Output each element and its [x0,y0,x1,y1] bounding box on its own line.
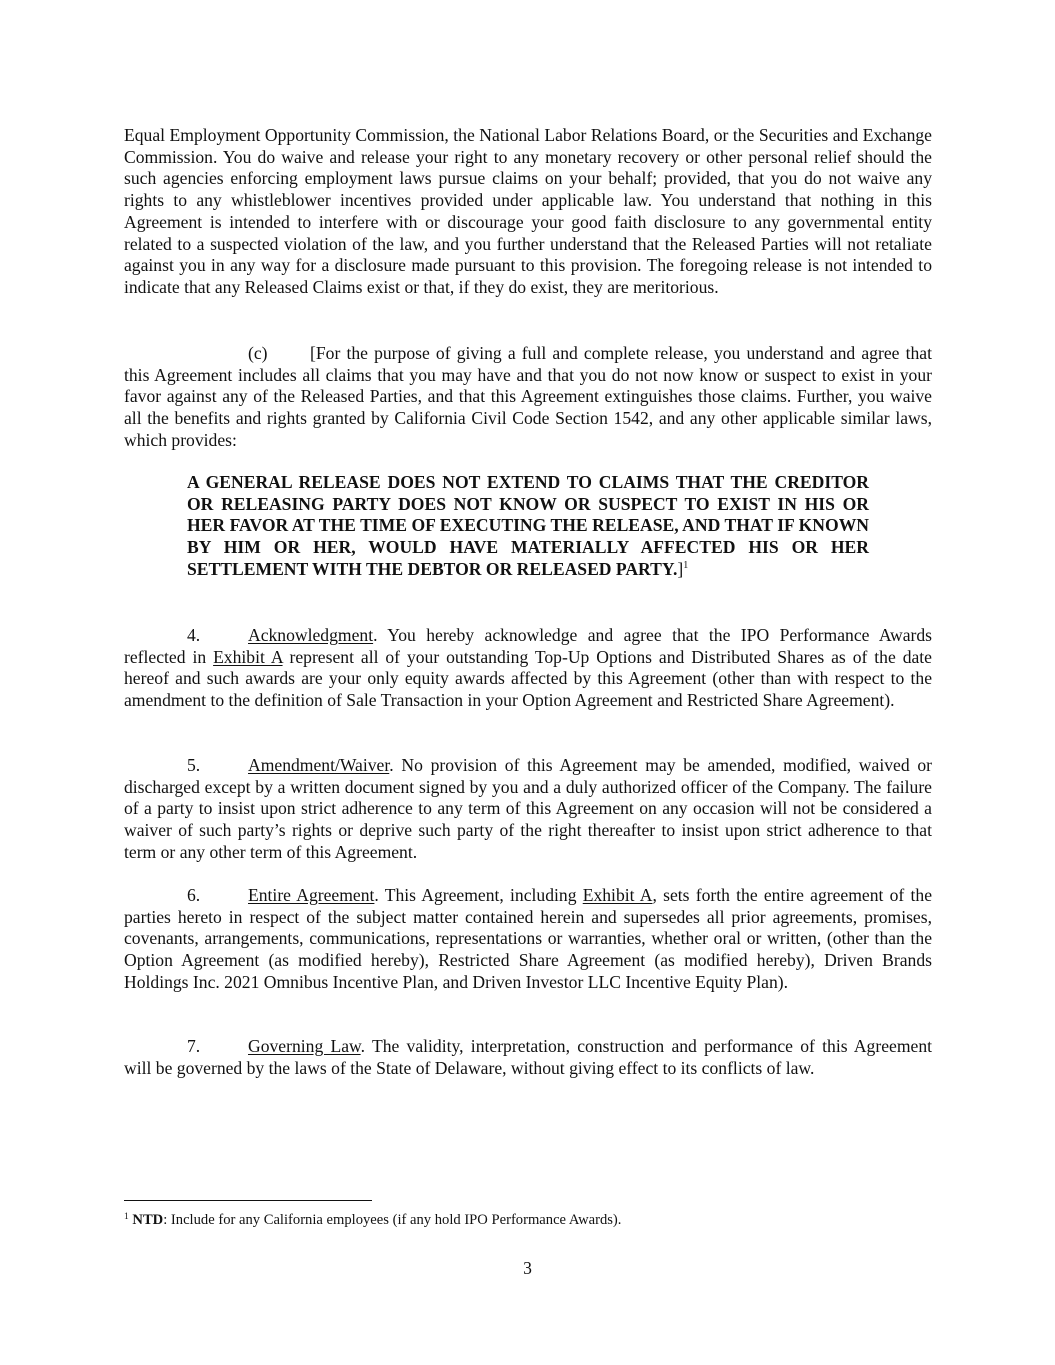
footnote-reference: 1 [683,559,689,571]
paragraph-c-unknown-claims [124,343,932,452]
section-text: . This Agreement, including [374,885,583,905]
section-text: . The validity, interpretation, construction and performance of this Agreement will be governed by the laws of the State of Delaware, without giving effect to its conflicts of law. [124,1036,932,1078]
section-number: 6. [187,885,201,905]
paragraph-c-text: [For the purpose of giving a full and complete release, you understand and agree that this Agreement includes all claims that you may have and that you do not now know or suspect to exist in your favor against any of the Released Parties, and that this Agreement extinguishes those claims. Further, you waive all the benefits and rights granted by California Civil Code Section 1542, and any other applicable similar laws, which provides: [124,343,932,450]
section-heading: Governing Law [248,1036,361,1056]
page-number: 3 [523,1258,532,1278]
quote-text: A GENERAL RELEASE DOES NOT EXTEND TO CLAIMS THAT THE CREDITOR OR RELEASING PARTY DOES NOT KNOW OR SUSPECT TO EXIST IN HIS OR HER FAVOR AT THE TIME OF EXECUTING THE RELEASE, AND THAT IF KNOWN BY HIM OR HER, WOULD HAVE MATERIALLY AFFECTED HIS OR HER SETTLEMENT WITH THE DEBTOR OR RELEASED PARTY. [187,472,869,579]
section-heading: Entire Agreement [248,885,375,905]
section-number: 7. [187,1036,201,1056]
section-number: 5. [187,755,201,775]
footnote [124,1211,932,1229]
section-5-amendment-waiver [124,755,932,864]
section-heading: Amendment/Waiver [248,755,390,775]
footnote-separator [124,1200,372,1201]
section-6-entire-agreement [124,885,932,994]
section-text: . No provision of this Agreement may be amended, modified, waived or discharged except by a written document signed by you and a duly authorized officer of the Company. The failure of a party to insist upon strict adherence to any term of this Agreement on any occasion will not be considered a waiver of such party’s rights or deprive such party of the right thereafter to insist upon strict adherence to that term or any other term of this Agreement. [124,755,932,862]
section-4-acknowledgment [124,625,932,712]
section-text: . You hereby acknowledge and agree that the IPO Performance Awards reflected in [124,625,932,667]
footnote-label: NTD [132,1212,164,1228]
civil-code-1542-quote [187,472,869,581]
exhibit-a-reference: Exhibit A [213,646,283,667]
footnote-marker: 1 [124,1212,129,1222]
quote-bracket: ] [677,558,684,579]
section-text: represent all of your outstanding Top-Up Options and Distributed Shares as of the date hereof and such awards are your only equity awards affected by this Agreement (other than with respect to the amendment to the definition of Sale Transaction in your Option Agreement and Restricted Share Agreement). [124,646,932,711]
section-heading: Acknowledgment [248,625,374,645]
exhibit-a-reference: Exhibit A [582,885,653,905]
section-7-governing-law [124,1036,932,1079]
paragraph-release-continuation: Equal Employment Opportunity Commission, the National Labor Relations Board, or the Securities and Exchange Commission. You do waive and release your right to any monetary recovery or other personal relief should the such agencies enforcing employment laws pursue claims on your behalf; provided, that you do not waive any rights to any whistleblower incentives provided under applicable law. You understand that nothing in this Agreement is intended to interfere with or discourage your good faith disclosure to any governmental entity related to a suspected violation of the law, and you further understand that the Released Parties will not retaliate against you in any way for a disclosure made pursuant to this provision. The foregoing release is not intended to indicate that any Released Claims exist or that, if they do exist, they are meritorious. [124,125,932,297]
paragraph-c-label: (c) [248,343,268,363]
section-text: , sets forth the entire agreement of the parties hereto in respect of the subject matter contained herein and supersedes all prior agreements, promises, covenants, arrangements, communications, representations or warranties, whether oral or written, (other than the Option Agreement (as modified hereby), Restricted Share Agreement (as modified hereby), Driven Brands Holdings Inc. 2021 Omnibus Incentive Plan, and Driven Investor LLC Incentive Equity Plan). [124,885,933,992]
section-number: 4. [187,625,201,645]
footnote-text: : Include for any California employees (if any hold IPO Performance Awards). [163,1212,622,1228]
